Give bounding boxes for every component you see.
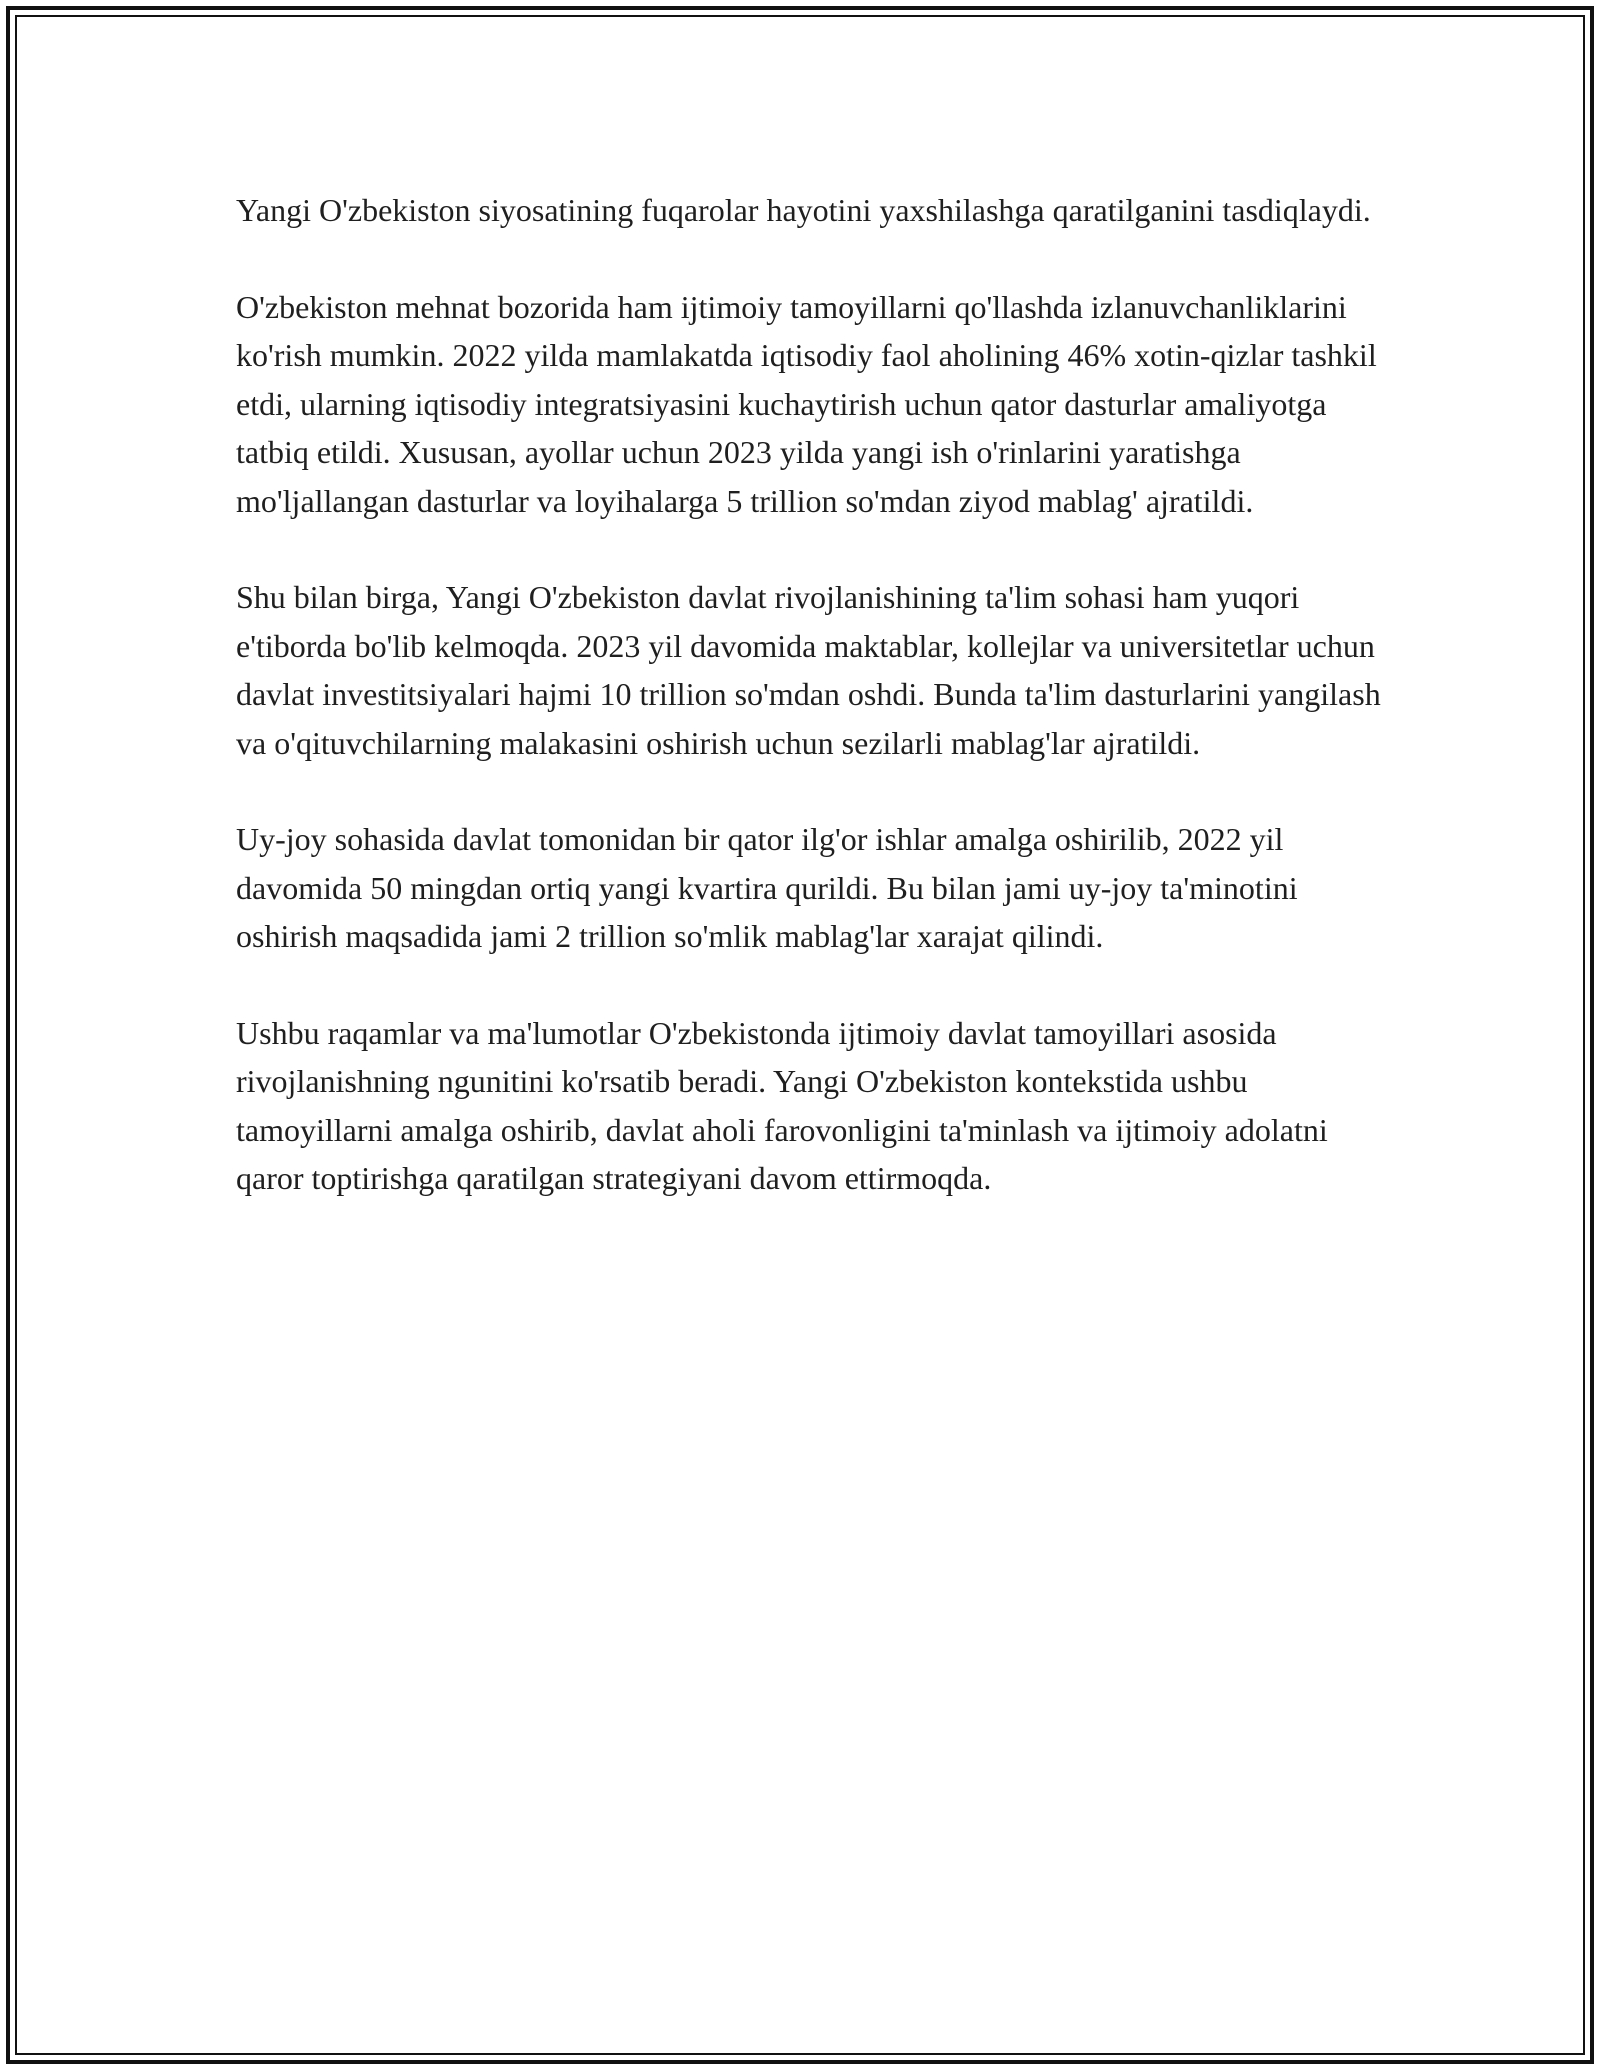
paragraph-4: Uy-joy sohasida davlat tomonidan bir qator ilg'or ishlar amalga oshirilib, 2022 yil davomida 50 mingdan ortiq yangi kvartira qurildi. Bu bilan jami uy-joy ta'minotini oshirish maqsadida jami 2 trillion so'mlik mablag'lar xarajat qilindi.	[236, 821, 1298, 954]
paragraph-3: Shu bilan birga, Yangi O'zbekiston davlat rivojlanishining ta'lim sohasi ham yuqori e'tiborda bo'lib kelmoqda. 2023 yil davomida maktablar, kollejlar va universitetlar uchun davlat investitsiyalari hajmi 10 trillion so'mdan oshdi. Bunda ta'lim dasturlarini yangilash va o'qituvchilarning malakasini oshirish uchun sezilarli mablag'lar ajratildi.	[236, 579, 1381, 761]
paragraph-1: Yangi O'zbekiston siyosatining fuqarolar hayotini yaxshilashga qaratilganini tasdiqlaydi.	[236, 192, 1371, 228]
document-body	[236, 186, 1386, 1251]
paragraph-2: O'zbekiston mehnat bozorida ham ijtimoiy tamoyillarni qo'llashda izlanuvchanliklarini ko'rish mumkin. 2022 yilda mamlakatda iqtisodiy faol aholining 46% xotin-qizlar tashkil etdi, ularning iqtisodiy integratsiyasini kuchaytirish uchun qator dasturlar amaliyotga tatbiq etildi. Xususan, ayollar uchun 2023 yilda yangi ish o'rinlarini yaratishga mo'ljallangan dasturlar va loyihalarga 5 trillion so'mdan ziyod mablag' ajratildi.	[236, 288, 1377, 519]
paragraph-5: Ushbu raqamlar va ma'lumotlar O'zbekistonda ijtimoiy davlat tamoyillari asosida rivojlanishning ngunitini ko'rsatib beradi. Yangi O'zbekiston kontekstida ushbu tamoyillarni amalga oshirib, davlat aholi farovonligini ta'minlash va ijtimoiy adolatni qaror toptirishga qaratilgan strategiyani davom ettirmoqda.	[236, 1014, 1328, 1196]
